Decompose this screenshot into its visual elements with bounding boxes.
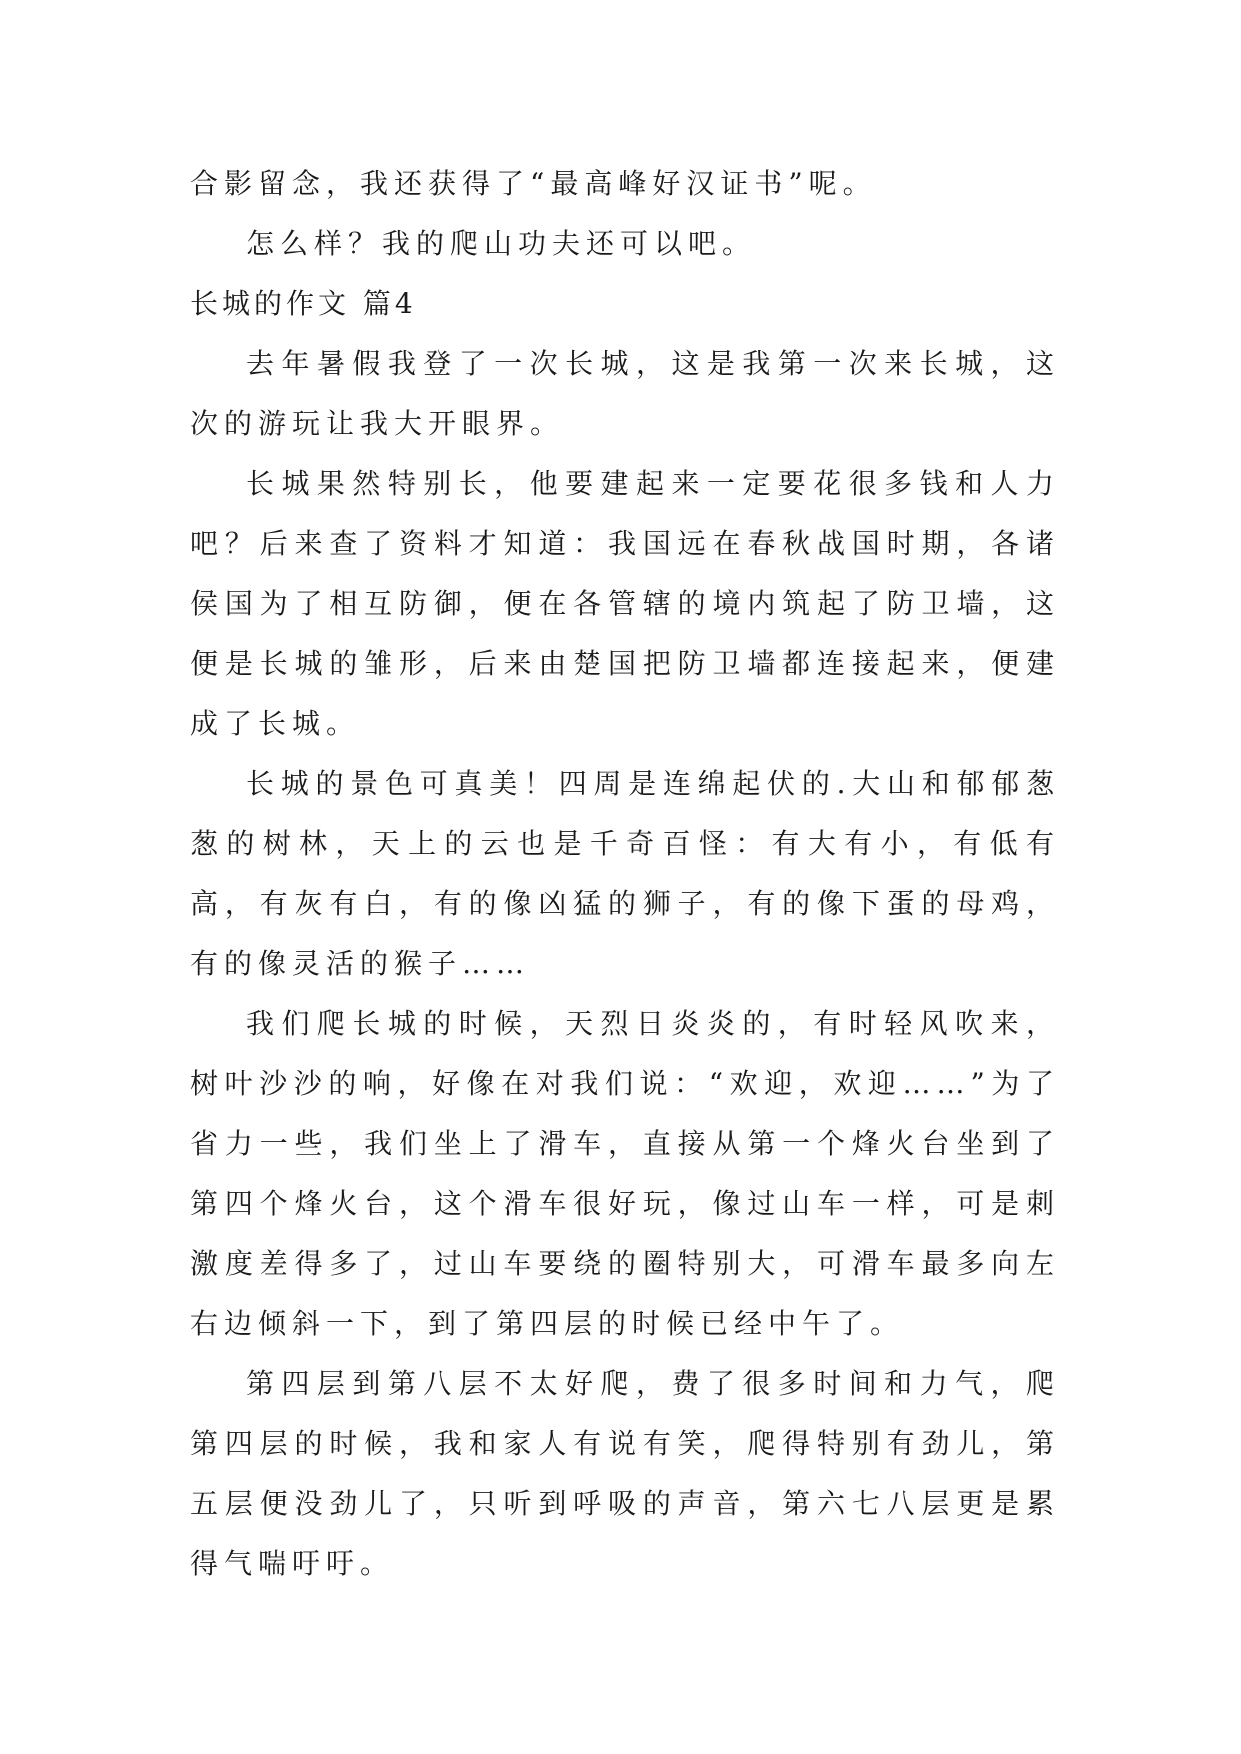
paragraph: 怎么样？我的爬山功夫还可以吧。: [246, 227, 757, 260]
paragraph: 我们爬长城的时候，天烈日炎炎的，有时轻风吹来，树叶沙沙的响，好像在对我们说：“欢迎，欢迎……”为了省力一些，我们坐上了滑车，直接从第一个烽火台坐到了第四个烽火台，这个滑车很好玩，像过山车一样，可是刺激度差得多了，过山车要绕的圈特别大，可滑车最多向左右边倾斜一下，到了第四层的时候已经中午了。: [190, 1007, 1060, 1340]
paragraph: 第四层到第八层不太好爬，费了很多时间和力气，爬第四层的时候，我和家人有说有笑，爬得特别有劲儿，第五层便没劲儿了，只听到呼吸的声音，第六七八层更是累得气喘吁吁。: [190, 1367, 1060, 1580]
paragraph: 长城果然特别长，他要建起来一定要花很多钱和人力吧？后来查了资料才知道：我国远在春秋战国时期，各诸侯国为了相互防御，便在各管辖的境内筑起了防卫墙，这便是长城的雏形，后来由楚国把防卫墙都连接起来，便建成了长城。: [190, 467, 1060, 740]
continuation-paragraph: 合影留念，我还获得了“最高峰好汉证书”呢。: [190, 167, 877, 200]
article-heading: 长城的作文 篇4: [190, 287, 417, 320]
paragraph: 长城的景色可真美！四周是连绵起伏的.大山和郁郁葱葱的树林，天上的云也是千奇百怪：有大有小，有低有高，有灰有白，有的像凶猛的狮子，有的像下蛋的母鸡，有的像灵活的猴子……: [190, 767, 1060, 980]
article-body: [190, 154, 1060, 1594]
paragraph: 去年暑假我登了一次长城，这是我第一次来长城，这次的游玩让我大开眼界。: [190, 347, 1060, 440]
